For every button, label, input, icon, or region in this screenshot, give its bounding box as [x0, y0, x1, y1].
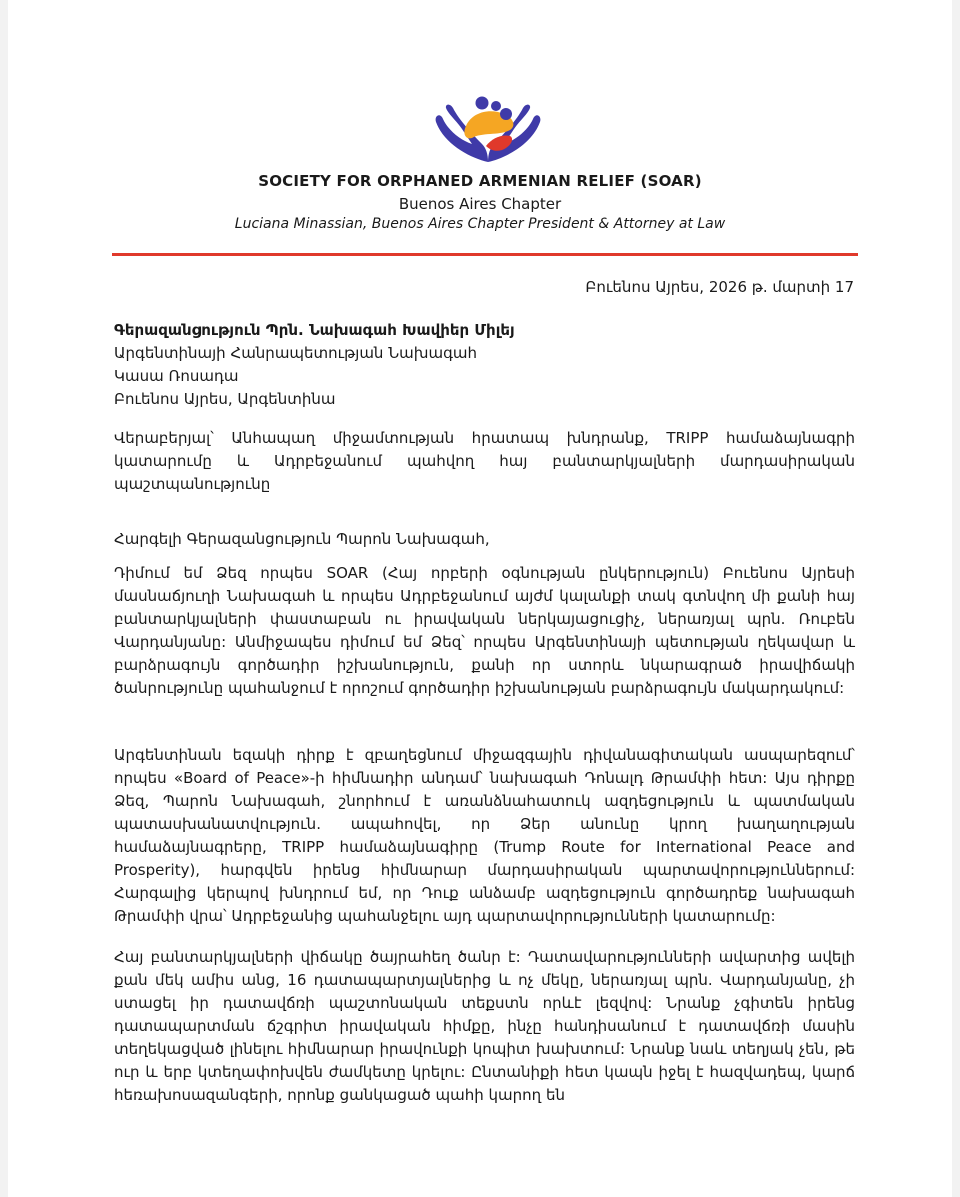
hands-holding-family-icon — [430, 92, 546, 166]
body-paragraph: Դիմում եմ Ձեզ որպես SOAR (Հայ որբերի օգնության ընկերություն) Բուենոս Այրեսի մասնաճյուղի Նախագահ և որպես Ադրբեջանում այժմ կալանքի տակ գտնվող մի քանի հայ բանտարկյալների փաստաբան ու իրավական ներկայացուցիչ, ներառյալ պրն. Ռուբեն Վարդանյանը: Անմիջապես դիմում եմ Ձեզ՝ որպես Արգենտինայի պետության ղեկավար և բարձրագույն գործադիր իշխանություն, քանի որ ստորև նկարագրած իրավիճակի ծանրությունը պահանջում է որոշում գործադիր իշխանության բարձրագույն մակարդակում: — [114, 564, 855, 697]
organization-name: SOCIETY FOR ORPHANED ARMENIAN RELIEF (SOAR) — [258, 172, 702, 190]
recipient-city: Բուենոս Այրես, Արգենտինա — [114, 390, 336, 408]
letter-date: Բուենոս Այրես, 2026 թ. մարտի 17 — [585, 278, 854, 296]
salutation: Հարգելի Գերազանցություն Պարոն Նախագահ, — [114, 530, 490, 548]
header-divider — [112, 253, 858, 256]
recipient-title: Արգենտինայի Հանրապետության Նախագահ — [114, 344, 478, 362]
recipient-address — [114, 319, 515, 411]
subject-line: Վերաբերյալ՝ Անհապաղ միջամտության հրատապ խնդրանք, TRIPP համաձայնագրի կատարումը և Ադրբեջանում պահվող հայ բանտարկյալների մարդասիրական պաշտպանությունը — [114, 429, 855, 493]
chapter-name: Buenos Aires Chapter — [398, 195, 562, 213]
recipient-office: Կասա Ռոսադա — [114, 367, 239, 385]
letter-page — [8, 0, 952, 1197]
president-line: Luciana Minassian, Buenos Aires Chapter President & Attorney at Law — [234, 216, 726, 232]
recipient-name: Գերազանցություն Պրն. Նախագահ Խավիեր Միլեյ — [114, 321, 515, 339]
body-paragraph: Հայ բանտարկյալների վիճակը ծայրահեղ ծանր է: Դատավարությունների ավարտից ավելի քան մեկ ամիս անց, 16 դատապարտյալներից և ոչ մեկը, ներառյալ պրն. Վարդանյանը, չի ստացել իր դատավճռի պաշտոնական տեքստն որևէ լեզվով: Նրանք չգիտեն իրենց դատապարտման ճշգրիտ իրավական հիմքը, ինչը հանդիսանում է դատավճռի մասին տեղեկացված լինելու հիմնարար իրավունքի կոպիտ խախտում: Նրանք նաև տեղյակ չեն, թե ուր և երբ կտեղափոխվեն ժամկետը կրելու: Ընտանիքի հետ կապն իջել է հազվադեպ, կարճ հեռախոսազանգերի, որոնք ցանկացած պահի կարող են — [114, 948, 855, 1104]
body-paragraph: Արգենտինան եզակի դիրք է զբաղեցնում միջազգային դիվանագիտական ասպարեզում՝ որպես «Board of Peace»-ի հիմնադիր անդամ՝ նախագահ Դոնալդ Թրամփի հետ: Այս դիրքը Ձեզ, Պարոն Նախագահ, շնորհում է առանձնահատուկ ազդեցություն և պատմական պատասխանատվություն. ապահովել, որ Ձեր անունը կրող խաղաղության համաձայնագրերը, TRIPP համաձայնագիրը (Trump Route for International Peace and Prosperity), հարգվեն իրենց հիմնարար մարդասիրական պարտավորություններում: Հարգալից կերպով խնդրում եմ, որ Դուք անձամբ ազդեցություն գործադրեք նախագահ Թրամփի վրա՝ Ադրբեջանից պահանջելու այդ պարտավորությունների կատարումը: — [114, 746, 855, 925]
